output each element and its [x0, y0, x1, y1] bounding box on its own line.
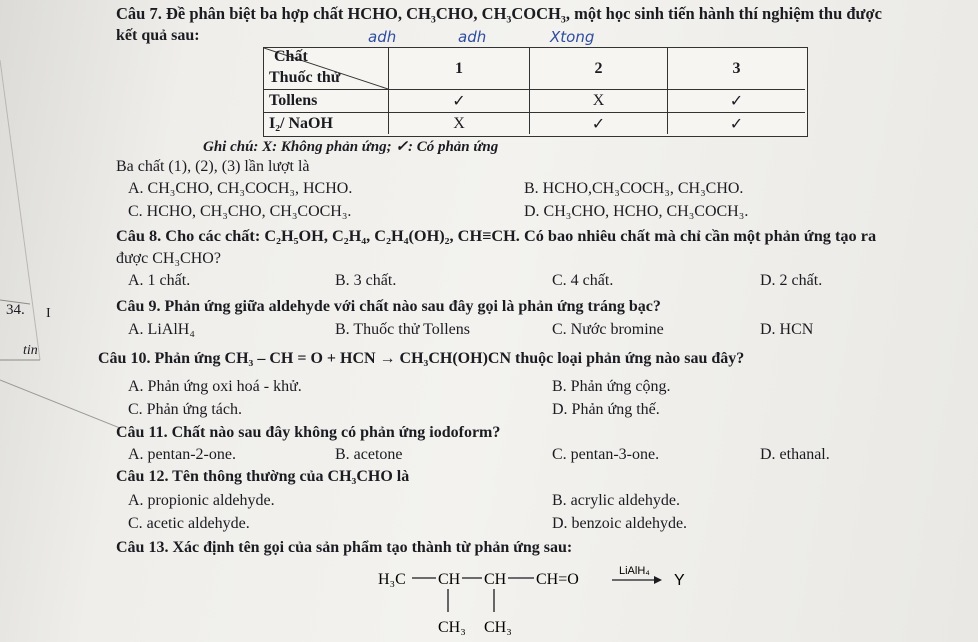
q12-option-b: B. acrylic aldehyde. [552, 492, 680, 509]
table-col-header: 3 [668, 48, 805, 90]
q7-question: Ba chất (1), (2), (3) lần lượt là [116, 158, 310, 175]
table-cell: X [389, 113, 530, 134]
q8-option-d: D. 2 chất. [760, 272, 823, 289]
q9-option-d: D. HCN [760, 321, 814, 338]
q12-option-d: D. benzoic aldehyde. [552, 515, 688, 532]
table-legend-note: Ghi chú: X: Không phản ứng; ✓: Có phản ứng [203, 139, 499, 155]
q10-option-d: D. Phản ứng thế. [552, 401, 660, 418]
margin-word: tin [23, 343, 38, 358]
q7-stem: Câu 7. Đề phân biệt ba hợp chất HCHO, CH₃CHO, CH₃COCH₃, một học sinh tiến hành thí nghiệm thu được [116, 4, 882, 23]
q7-option-a: A. CH₃CHO, CH₃COCH₃, HCHO. [128, 180, 353, 197]
q11-option-d: D. ethanal. [760, 446, 830, 463]
table-col-header: 2 [530, 48, 668, 90]
table-row-reagent: Tollens [264, 90, 389, 113]
structure-product: Y [674, 572, 685, 589]
margin-pen-marks [0, 0, 120, 642]
table-row-reagent: I₂/ NaOH [264, 113, 389, 134]
structure-methyl-1: CH₃ [438, 619, 466, 636]
table-corner-top: Chất [274, 48, 308, 65]
q7-option-d: D. CH₃CHO, HCHO, CH₃COCH₃. [524, 203, 749, 220]
table-cell: ✓ [530, 113, 668, 134]
q9-stem: Câu 9. Phản ứng giữa aldehyde với chất nào sau đây gọi là phản ứng tráng bạc? [116, 298, 661, 315]
q12-option-c: C. acetic aldehyde. [128, 515, 250, 532]
table-corner-cell [264, 48, 389, 90]
table-cell: ✓ [389, 90, 530, 113]
structure-h3c: H₃C [378, 571, 406, 588]
results-table [263, 47, 808, 137]
q8-option-b: B. 3 chất. [335, 272, 397, 289]
q9-option-a: A. LiAlH₄ [128, 321, 195, 338]
structure-reagent: LiAlH₄ [619, 565, 650, 577]
q9-option-b: B. Thuốc thử Tollens [335, 321, 470, 338]
table-cell: ✓ [729, 115, 744, 133]
q9-option-c: C. Nước bromine [552, 321, 664, 338]
q8-stem: Câu 8. Cho các chất: C₂H₅OH, C₂H₄, C₂H₄(OH)₂, CH≡CH. Có bao nhiêu chất mà chỉ cần một phản ứng tạo ra [116, 226, 877, 245]
handwriting-note: adh [458, 28, 487, 46]
q8-stem-cont: được CH₃CHO? [116, 250, 221, 267]
q7-option-b: B. HCHO,CH₃COCH₃, CH₃CHO. [524, 180, 744, 197]
q10-option-a: A. Phản ứng oxi hoá - khử. [128, 378, 302, 395]
q8-option-a: A. 1 chất. [128, 272, 191, 289]
table-cell: X [530, 90, 668, 113]
structure-aldehyde: CH=O [536, 571, 579, 588]
q8-option-c: C. 4 chất. [552, 272, 614, 289]
q7-stem-cont: kết quả sau: [116, 27, 200, 44]
q11-stem: Câu 11. Chất nào sau đây không có phản ứng iodoform? [116, 424, 501, 441]
handwriting-note: adh [368, 28, 397, 46]
table-col-header: 1 [389, 48, 530, 90]
q10-option-c: C. Phản ứng tách. [128, 401, 242, 418]
table-cell: ✓ [668, 90, 805, 113]
q12-option-a: A. propionic aldehyde. [128, 492, 275, 509]
q11-option-c: C. pentan-3-one. [552, 446, 660, 463]
margin-letter: I [46, 306, 51, 321]
structure-ch-1: CH [438, 571, 461, 588]
reaction-structure [378, 562, 723, 640]
structure-ch-2: CH [484, 571, 507, 588]
q11-option-b: B. acetone [335, 446, 403, 463]
q10-stem: Câu 10. Phản ứng CH₃ – CH = O + HCN → CH₃CH(OH)CN thuộc loại phản ứng nào sau đây? [98, 350, 745, 367]
structure-methyl-2: CH₃ [484, 619, 512, 636]
margin-number: 34. [6, 302, 25, 318]
q12-stem: Câu 12. Tên thông thường của CH₃CHO là [116, 468, 410, 485]
q7-option-c: C. HCHO, CH₃CHO, CH₃COCH₃. [128, 203, 352, 220]
table-corner-bottom: Thuốc thử [269, 69, 341, 86]
handwriting-note: Xtong [550, 28, 595, 46]
q13-stem: Câu 13. Xác định tên gọi của sản phẩm tạo thành từ phản ứng sau: [116, 539, 573, 556]
q10-option-b: B. Phản ứng cộng. [552, 378, 671, 395]
q11-option-a: A. pentan-2-one. [128, 446, 236, 463]
